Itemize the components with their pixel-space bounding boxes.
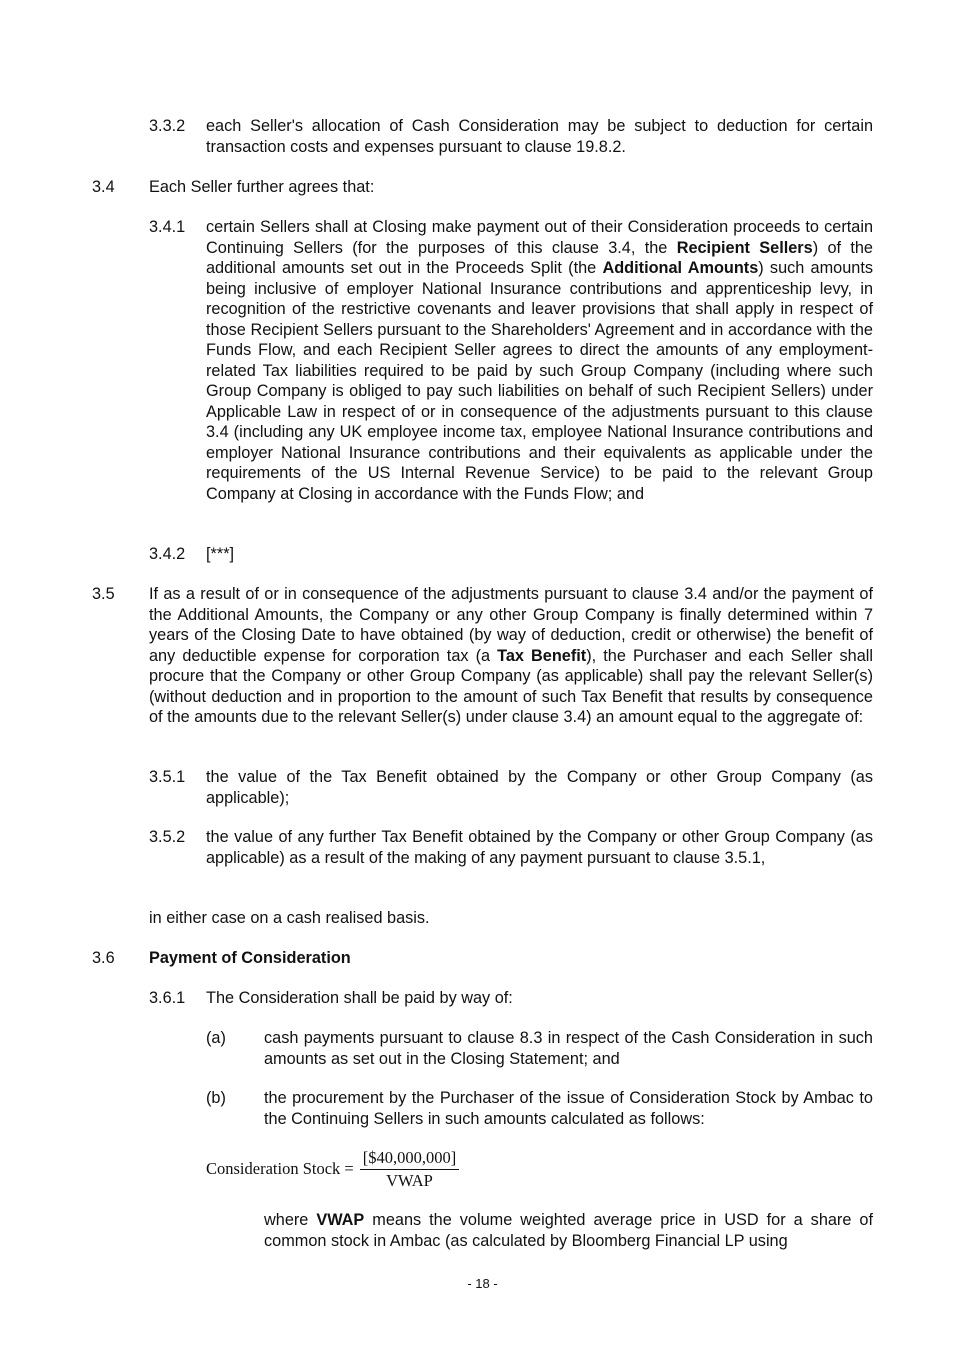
clause-3-3-2-text: each Seller's allocation of Cash Consideration may be subject to deduction for certain transaction costs and expenses pursuant to clause 19.8.2. <box>206 117 873 156</box>
vwap-definition-text: where VWAP means the volume weighted average price in USD for a share of common stock in Ambac (as calculated by Bloomberg Financial LP using <box>264 1211 873 1250</box>
clause-number: 3.3.2 <box>149 117 186 135</box>
clause-number: (a) <box>206 1029 226 1047</box>
defined-term: Tax Benefit <box>497 646 587 665</box>
clause-number: 3.4 <box>92 178 115 196</box>
defined-term: Additional Amounts <box>602 259 759 277</box>
clause-3-5-1-text: the value of the Tax Benefit obtained by the Company or other Group Company (as applicable); <box>206 768 873 807</box>
formula-fraction <box>360 1148 460 1191</box>
clause-b-text: the procurement by the Purchaser of the issue of Consideration Stock by Ambac to the Continuing Sellers in such amounts calculated as follows: <box>264 1089 873 1128</box>
either-case-text: in either case on a cash realised basis. <box>149 909 430 927</box>
clause-3-4-2-text: [***] <box>206 545 235 563</box>
defined-term: VWAP <box>316 1211 365 1229</box>
clause-number: 3.5.1 <box>149 768 186 786</box>
clause-number: 3.6.1 <box>149 989 186 1007</box>
clause-3-6-1-text: The Consideration shall be paid by way of: <box>206 989 513 1007</box>
defined-term: Recipient Sellers <box>676 238 813 257</box>
clause-number: 3.6 <box>92 949 115 967</box>
consideration-stock-formula <box>206 1146 459 1192</box>
formula-lhs: Consideration Stock = <box>206 1159 354 1178</box>
page-number: - 18 - <box>467 1276 498 1291</box>
clause-3-5-2-text: the value of any further Tax Benefit obtained by the Company or other Group Company (as applicable) as a result of the making of any payment pursuant to clause 3.5.1, <box>206 828 873 867</box>
clause-number: (b) <box>206 1089 226 1107</box>
clause-number: 3.5 <box>92 585 115 603</box>
clause-3-5-text: If as a result of or in consequence of the adjustments pursuant to clause 3.4 and/or the payment of the Additional Amounts, the Company or any other Group Company is finally determined within 7 years of the Closing Date to have obtained (by way of deduction, credit or otherwise) the benefit of any deductible expense for corporation tax (a Tax Benefit), the Purchaser and each Seller shall procure that the Company or other Group Company (as applicable) shall pay the relevant Seller(s) (without deduction and in proportion to the amount of such Tax Benefit that results by consequence of the amounts due to the relevant Seller(s) under clause 3.4) an amount equal to the aggregate of: <box>149 585 873 726</box>
clause-3-4-1-text: certain Sellers shall at Closing make payment out of their Consideration proceeds to certain Continuing Sellers (for the purposes of this clause 3.4, the Recipient Sellers) of the additional amounts set out in the Proceeds Split (the Additional Amounts) such amounts being inclusive of employer National Insurance contributions and apprenticeship levy, in recognition of the restrictive covenants and leaver provisions that shall apply in respect of those Recipient Sellers pursuant to the Shareholders' Agreement and in accordance with the Funds Flow, and each Recipient Seller agrees to direct the amounts of any employment-related Tax liabilities required to be paid by such Group Company (including where such Group Company is obliged to pay such liabilities on behalf of such Recipient Sellers) under Applicable Law in respect of or in consequence of the adjustments pursuant to this clause 3.4 (including any UK employee income tax, employee National Insurance contributions and employer National Insurance contributions and their equivalents as applicable under the requirements of the US Internal Revenue Service) to be paid to the relevant Group Company at Closing in accordance with the Funds Flow; and <box>206 218 874 503</box>
clause-number: 3.5.2 <box>149 828 186 846</box>
formula-numerator: [$40,000,000] <box>360 1148 460 1170</box>
clause-number: 3.4.2 <box>149 545 186 563</box>
clause-a-text: cash payments pursuant to clause 8.3 in respect of the Cash Consideration in such amounts as set out in the Closing Statement; and <box>264 1029 873 1068</box>
clause-3-4-text: Each Seller further agrees that: <box>149 178 375 196</box>
section-heading: Payment of Consideration <box>149 949 351 967</box>
formula-denominator: VWAP <box>386 1170 433 1190</box>
clause-number: 3.4.1 <box>149 218 186 236</box>
